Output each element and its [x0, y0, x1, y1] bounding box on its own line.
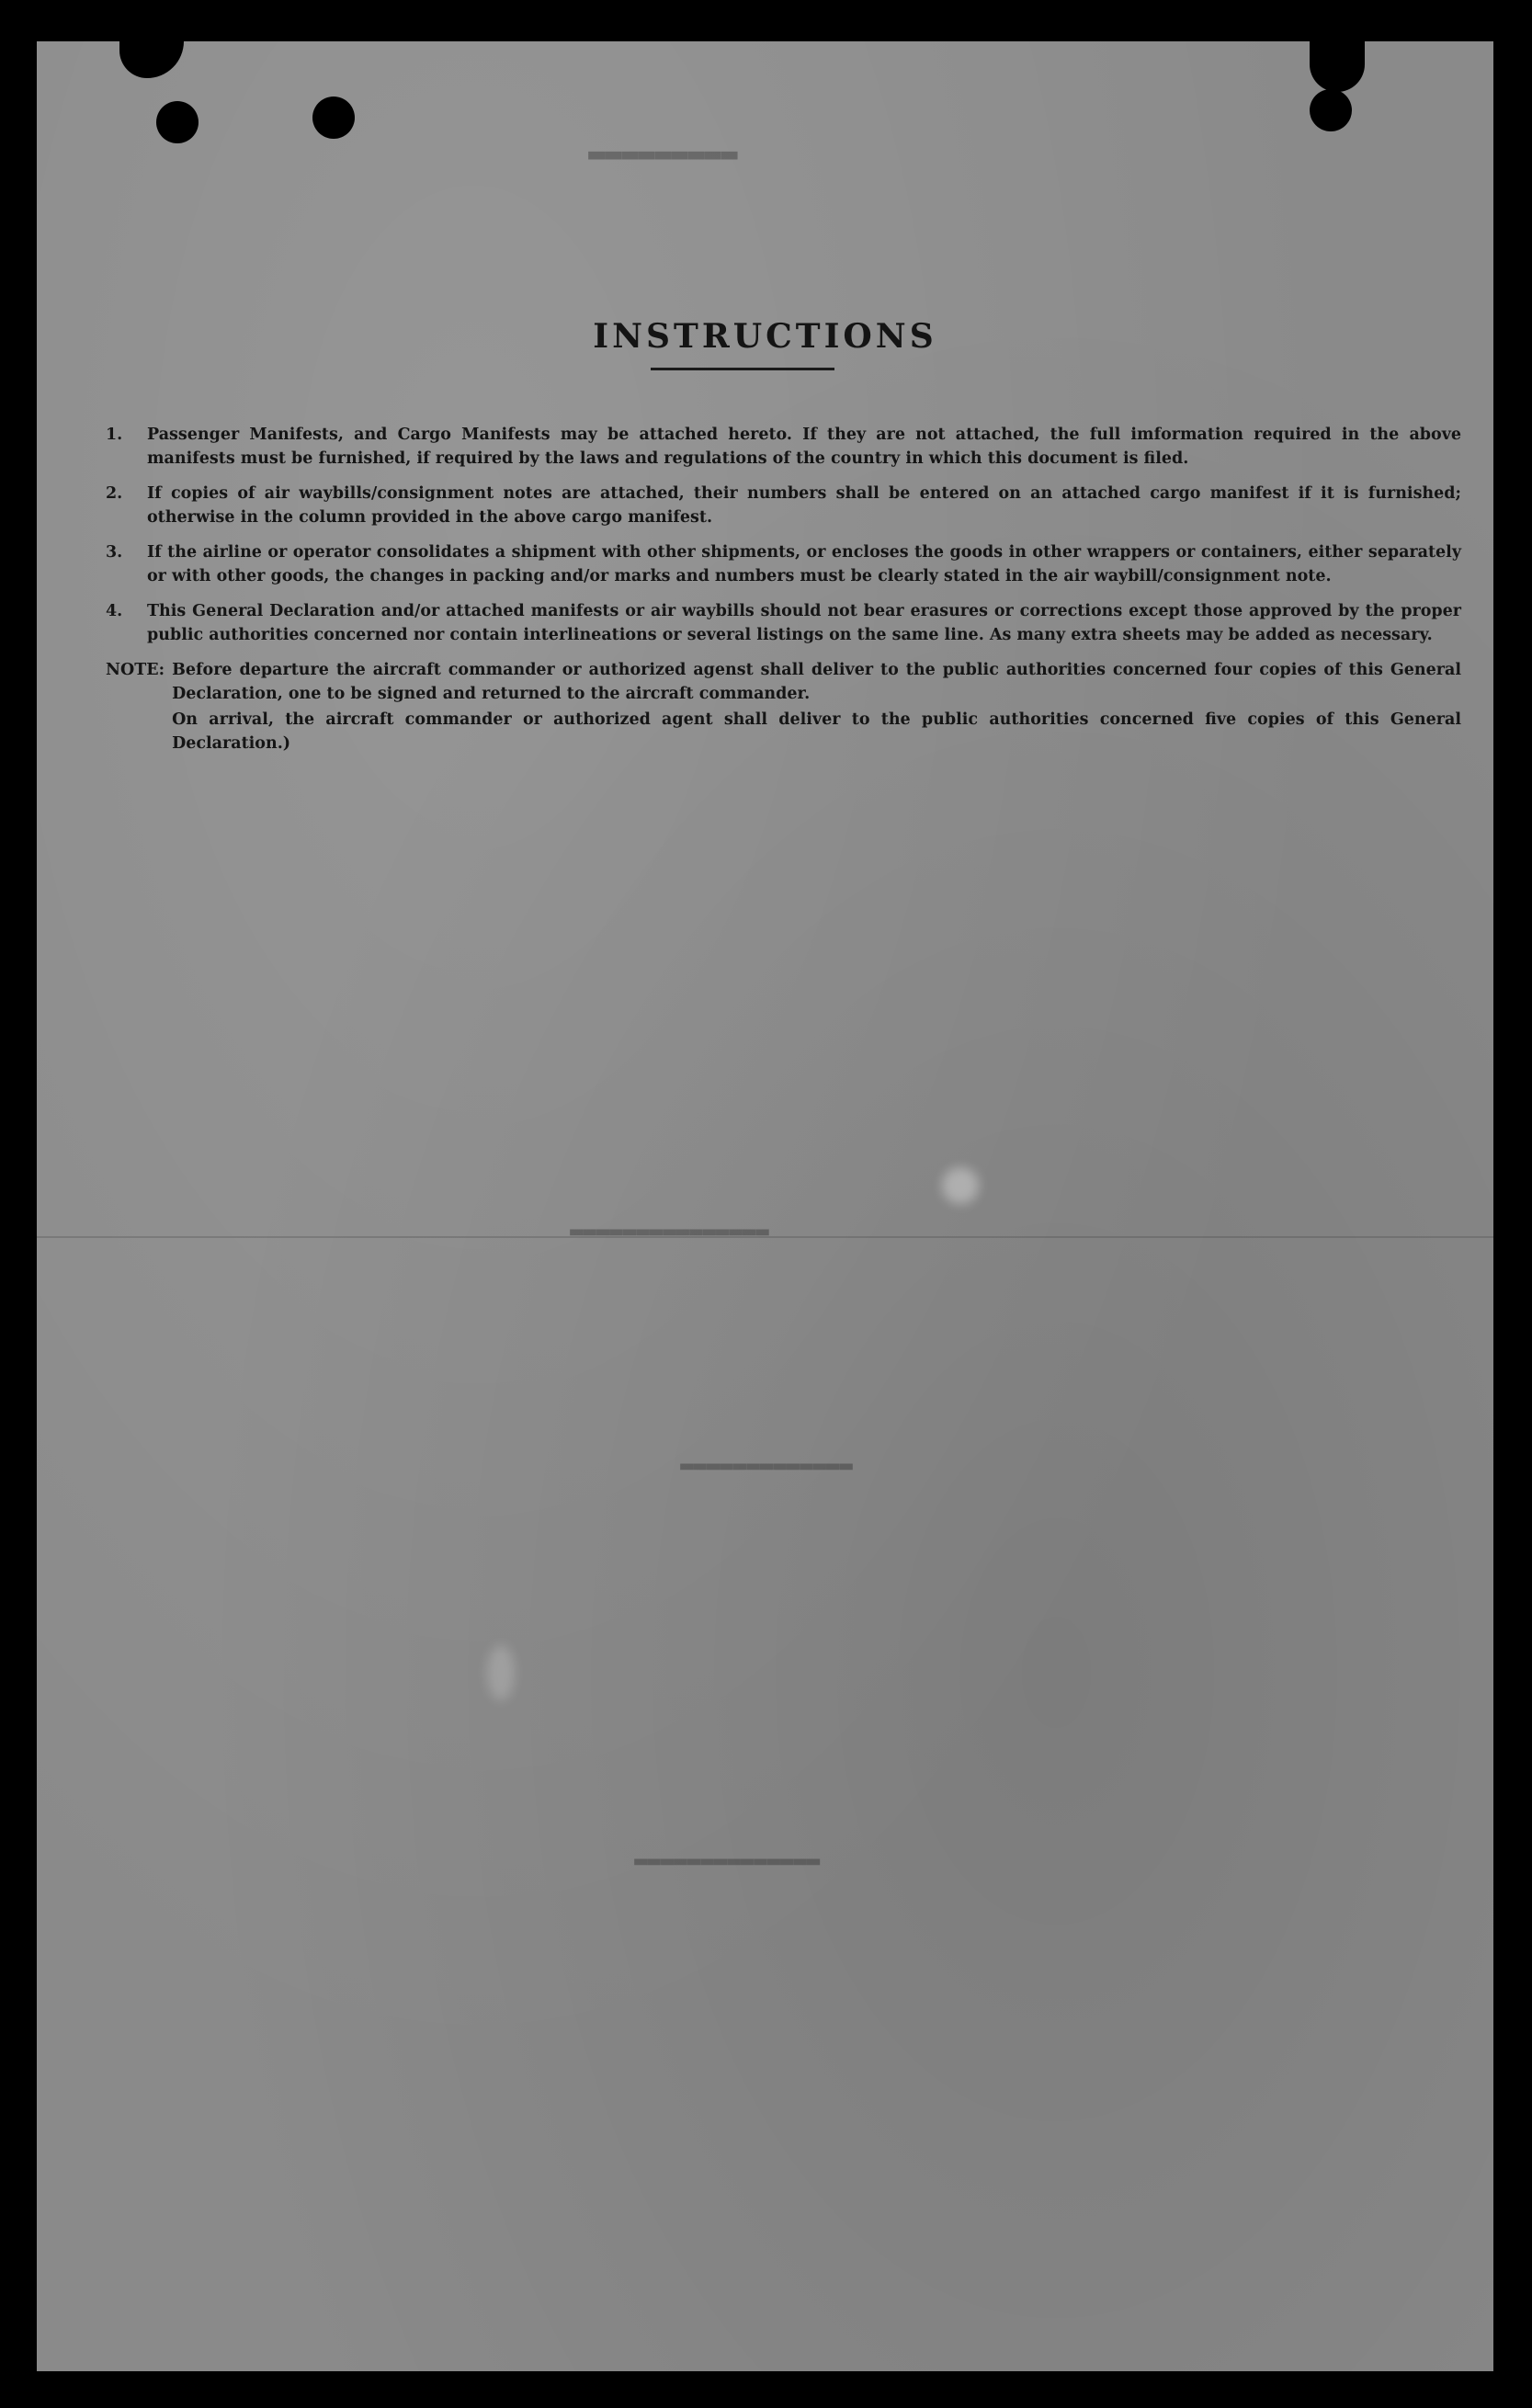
instructions-list [106, 423, 1461, 755]
bleed-through-text: ▬▬▬▬▬▬▬▬▬▬▬▬▬▬ [634, 1847, 821, 1873]
title-underline [651, 368, 834, 370]
instruction-number: 2. [106, 484, 123, 503]
bleed-through-text: ▬▬▬▬▬▬▬▬▬ [588, 138, 738, 170]
torn-edge-right [1310, 41, 1365, 92]
instruction-item [106, 482, 1461, 529]
fold-line [37, 1236, 1493, 1238]
smudge-mark [942, 1167, 979, 1204]
instruction-number: 3. [106, 543, 123, 562]
note-label: NOTE: [106, 661, 165, 679]
instruction-item [106, 540, 1461, 588]
document-page [37, 41, 1493, 2371]
instruction-number: 4. [106, 602, 123, 620]
instruction-text: If copies of air waybills/consignment notes are attached, their numbers shall be entered on an attached cargo manifest if it is furnished; otherwise in the column provided in the above cargo manifest. [147, 484, 1461, 527]
punch-hole-right [1310, 89, 1352, 131]
instruction-item [106, 599, 1461, 647]
instruction-text: Passenger Manifests, and Cargo Manifests may be attached hereto. If they are not attached, the full imformation required in the above manifests must be furnished, if required by the laws and regulations of the country in which this document is filed. [147, 426, 1461, 468]
instruction-text: If the airline or operator consolidates a shipment with other shipments, or encloses the goods in other wrappers or containers, either separately or with other goods, the changes in packing and/or marks and numbers must be clearly stated in the air waybill/consignment note. [147, 543, 1461, 585]
note-paragraph-arrival: On arrival, the aircraft commander or authorized agent shall deliver to the public authorities concerned five copies of this General Declaration.) [172, 710, 1461, 753]
bleed-through-text: ▬▬▬▬▬▬▬▬▬▬▬▬▬ [680, 1452, 853, 1478]
instruction-text: This General Declaration and/or attached manifests or air waybills should not bear erasures or corrections except those approved by the proper public authorities concerned nor contain interlineations or several listings on the same line. As many extra sheets may be added as necessary. [147, 602, 1461, 644]
instruction-number: 1. [106, 426, 123, 444]
bleed-through-text: ▬▬▬▬▬▬▬▬▬▬▬▬▬▬▬ [570, 1218, 769, 1244]
note-body [172, 658, 1461, 755]
punch-hole-left [156, 101, 199, 143]
punch-hole-center [312, 97, 355, 139]
instruction-item [106, 423, 1461, 471]
smudge-mark [487, 1645, 515, 1700]
note-paragraph-departure: Before departure the aircraft commander or authorized agenst shall deliver to the public authorities concerned four copies of this General Declaration, one to be signed and returned to the aircraft commander. [172, 661, 1461, 703]
torn-edge-left [119, 41, 184, 78]
note-block [106, 658, 1461, 755]
page-title: INSTRUCTIONS [593, 317, 937, 356]
